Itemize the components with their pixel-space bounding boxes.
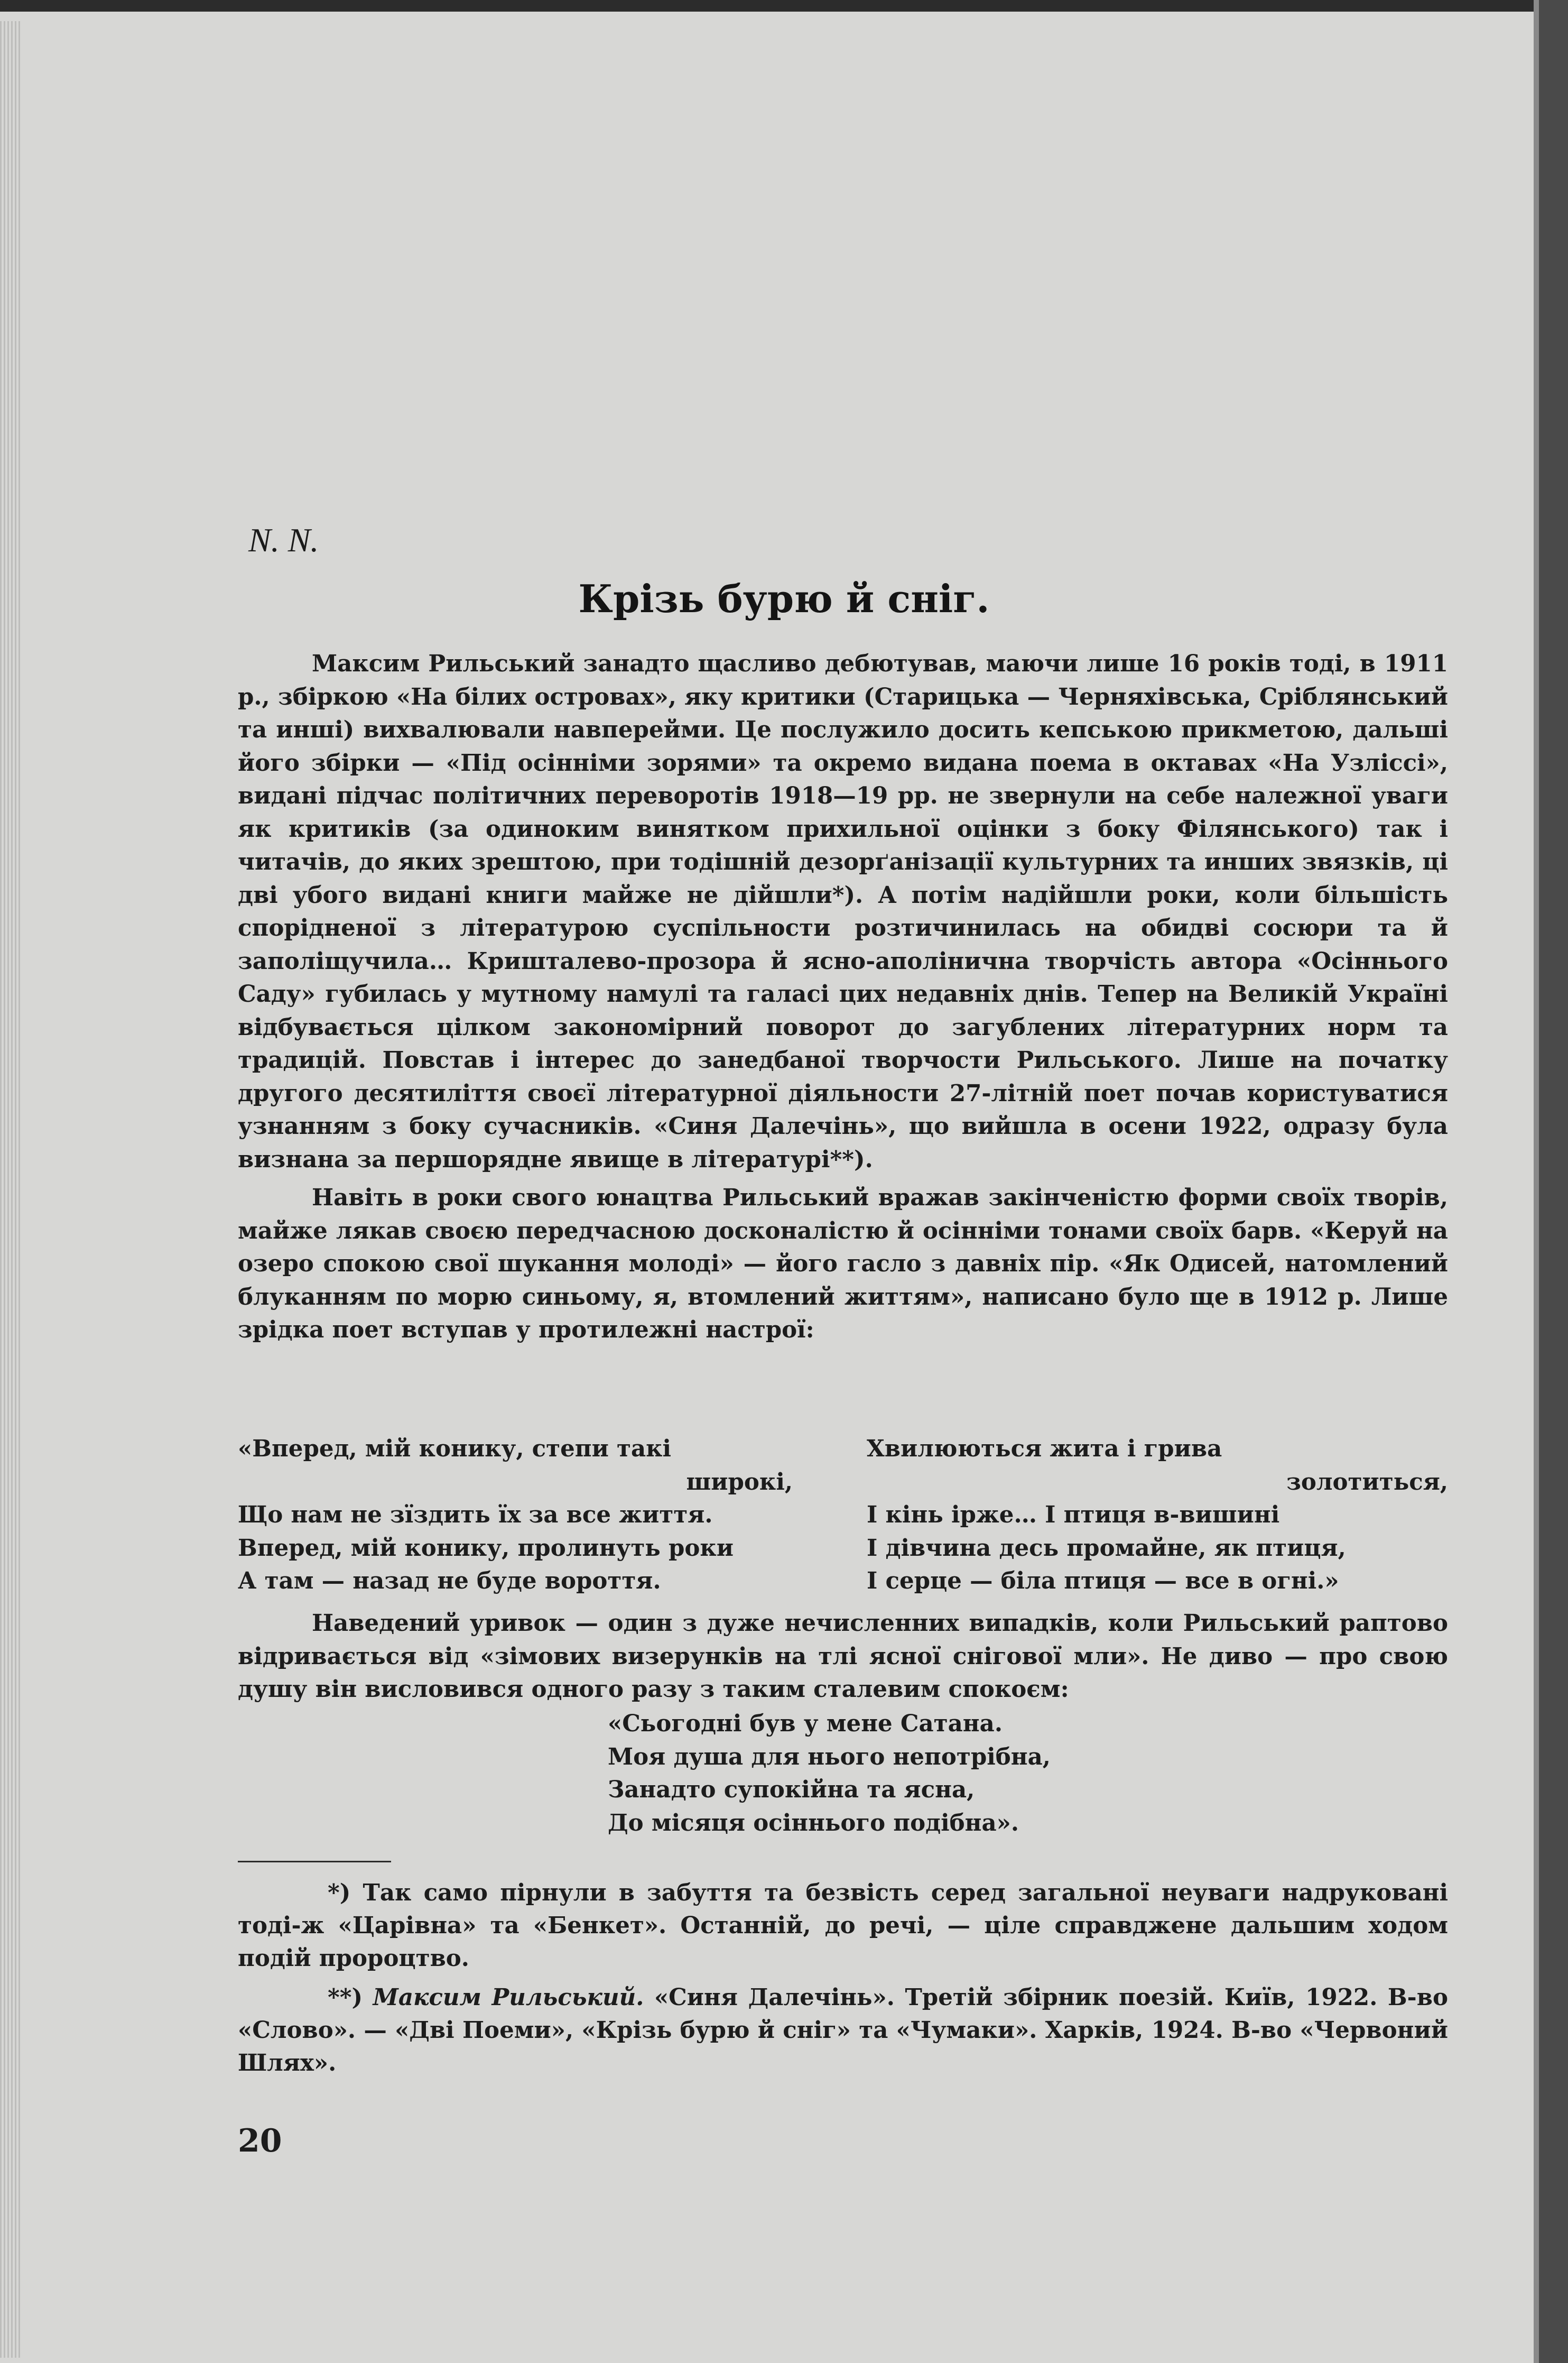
poem-line: Моя душа для нього непотрібна, (608, 1743, 1051, 1770)
paragraph-3: Наведений уривок — один з дуже нечисленних випадків, коли Рильський раптово відривається від «зімових визерунків на тлі ясної снігової мли». Не диво — про свою душу він висловився одного разу з таким сталевим спокоєм: (238, 1610, 1448, 1703)
poem-line: «Вперед, мій конику, степи такі (238, 1435, 672, 1462)
footnote-2-text: «Синя Далечінь». Третій збірник поезій. Київ, 1922. В-во «Слово». — «Дві Поеми», «Крізь бурю й сніг» та «Чумаки». Харків, 1924. В-во «Червоний Шлях». (238, 1984, 1448, 2076)
poem-line: До місяця осіннього подібна». (608, 1809, 1019, 1836)
poem-line: І серце — біла птиця — все в огні.» (867, 1567, 1339, 1594)
poem-line: Вперед, мій конику, пролинуть роки (238, 1534, 734, 1562)
page-number: 20 (238, 2122, 282, 2159)
article-body-continued (238, 1607, 1448, 1706)
page-stack-edge (0, 21, 21, 2358)
footnote-2 (238, 1981, 1448, 2080)
poem-line: І кінь ірже… І птиця в-вишині (867, 1501, 1280, 1528)
footnote-2-mark: **) (328, 1984, 363, 2011)
poem-left-column (238, 1433, 809, 1598)
paragraph-2: Навіть в роки свого юнацтва Рильський вражав закінченістю форми своїх творів, майже лякав своєю передчасною досконалістю й осінніми тонами своїх барв. «Керуй на озеро спокою свої шукання молоді» — його гасло з давніх пір. «Як Одисей, натомлений блуканням по морю синьому, я, втомлений життям», написано було ще в 1912 р. Лише зрідка поет вступав у протилежні настрої: (238, 1184, 1448, 1343)
footnote-1: *) Так само пірнули в забуття та безвість серед загальної неуваги надруковані тоді-ж «Царівна» та «Бенкет». Останній, до речі, — ціле справджене дальшим ходом подій пророцтво. (238, 1879, 1448, 1972)
poem-line: І дівчина десь промайне, як птиця, (867, 1534, 1346, 1562)
scan-right-fold (1534, 0, 1539, 2363)
poem-line: Хвилюються жита і грива (867, 1435, 1222, 1462)
poem-line: Що нам не зїздить їх за все життя. (238, 1501, 713, 1528)
paragraph-1: Максим Рильський занадто щасливо дебютував, маючи лише 16 років тоді, в 1911 р., збіркою «На білих островах», яку критики (Старицька — Черняхівська, Сріблянський та инші) вихвалювали навперейми. Це послужило досить кепською прикметою, дальші його збірки — «Під осінніми зорями» та окремо видана поема в октавах «На Узліссі», видані підчас політичних переворотів 1918—19 рр. не звернули на себе належної уваги як критиків (за одиноким винятком прихильної оцінки з боку Філянського) так і читачів, до яких зрештою, при тодішній дезорґанізації культурних та инших звязків, ці дві убого видані книги майже не дійшли*). А потім надійшли роки, коли більшість спорідненої з літературою суспільности розтичинилась на обидві сосюри та й заполіщучила… Кришталево-прозора й ясно-аполінична творчість автора «Осіннього Саду» губилась у мутному намулі та галасі цих недавніх днів. Тепер на Великій Україні відбувається цілком закономірний поворот до загублених літературних норм та традицій. Повстав і інтерес до занедбаної творчости Рильського. Лише на початку другого десятиліття своєї літературної діяльности 27-літній поет почав користуватися узнанням з боку сучасників. «Синя Далечінь», що вийшла в осени 1922, одразу була визнана за першорядне явище в літературі**). (238, 650, 1448, 1173)
poem-line: золотиться, (1286, 1468, 1448, 1496)
article-author: N. N. (248, 521, 319, 559)
poem-line: А там — назад не буде вороття. (238, 1567, 661, 1594)
poem-right-column (867, 1433, 1448, 1598)
footnote-separator (238, 1861, 391, 1862)
article-body (238, 648, 1448, 1347)
poem-line: Занадто супокійна та ясна, (608, 1776, 975, 1803)
footnotes (238, 1877, 1448, 2080)
poem-line: широкі, (686, 1468, 793, 1496)
scan-right-edge (1539, 0, 1568, 2363)
scan-top-edge (0, 0, 1568, 12)
article-title: Крізь бурю й сніг. (578, 576, 990, 621)
poem-line: «Сьогодні був у мене Сатана. (608, 1710, 1003, 1737)
footnote-2-author: Максим Рильський. (373, 1984, 644, 2011)
poem-quote-2 (608, 1707, 1051, 1840)
